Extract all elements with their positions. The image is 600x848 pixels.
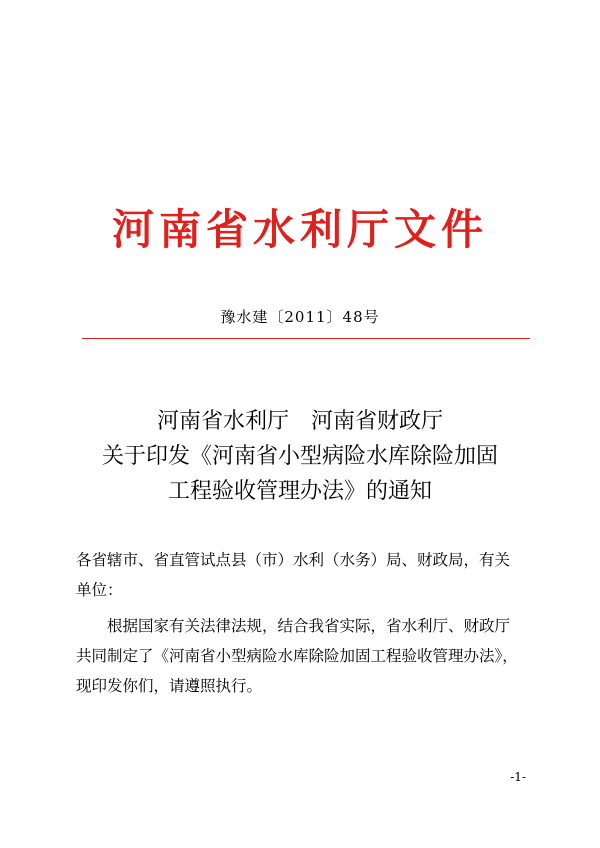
notice-title (0, 404, 600, 509)
red-divider-line (82, 338, 530, 339)
title-line: 河南省水利厅 河南省财政厅 (156, 409, 443, 434)
body-line: 根据国家有关法律法规，结合我省实际，省水利厅、财政厅 (107, 617, 511, 635)
document-number: 豫水建〔2011〕48号 (220, 308, 380, 326)
addressee-line: 各省辖市、省直管试点县（市）水利（水务）局、财政局，有关 (76, 551, 511, 569)
body-line: 共同制定了《河南省小型病险水库除险加固工程验收管理办法》， (76, 647, 518, 665)
addressee (76, 545, 538, 605)
masthead-title: 河南省水利厅文件 (111, 205, 488, 254)
page-number: -1- (510, 770, 526, 784)
addressee-line: 单位： (76, 581, 123, 599)
body-line: 现印发你们，请遵照执行。 (76, 677, 263, 695)
title-line: 工程验收管理办法》的通知 (167, 479, 432, 504)
title-line: 关于印发《河南省小型病险水库除险加固 (101, 444, 498, 469)
body-paragraph (76, 611, 538, 701)
